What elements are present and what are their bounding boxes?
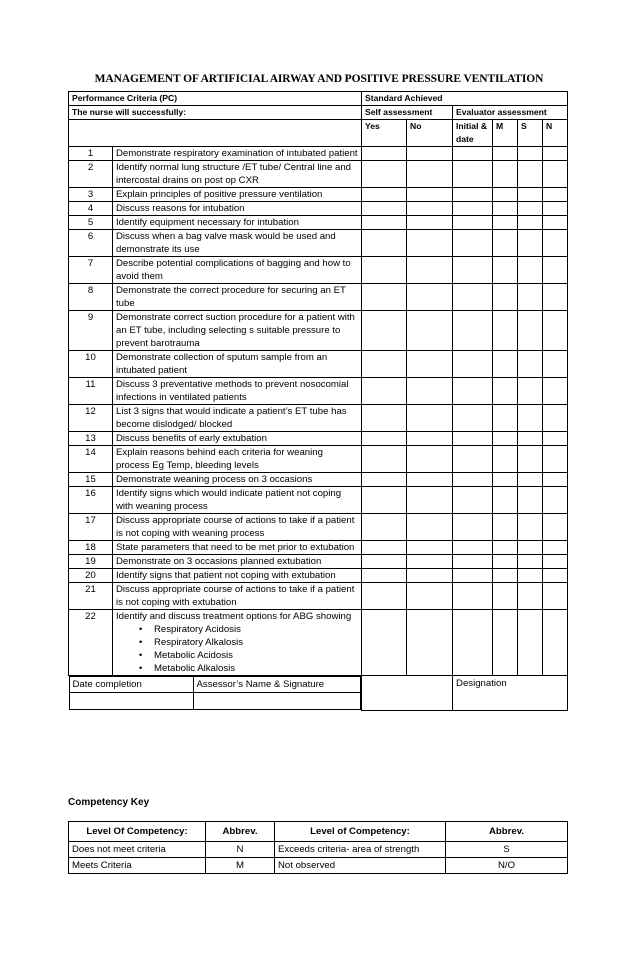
criteria-text: Discuss 3 preventative methods to prevent nosocomial infections in ventilated patients: [116, 379, 349, 403]
criteria-number: 20: [69, 569, 113, 583]
no-cell[interactable]: [407, 202, 453, 216]
criteria-number: 15: [69, 473, 113, 487]
criteria-text-cell: [113, 541, 362, 555]
no-cell[interactable]: [407, 311, 453, 351]
criteria-text-cell: [113, 569, 362, 583]
criteria-text-cell: [113, 446, 362, 473]
criteria-text-cell: [113, 583, 362, 610]
criteria-number: 16: [69, 487, 113, 514]
no-cell[interactable]: [407, 555, 453, 569]
criteria-text-cell: [113, 257, 362, 284]
n-cell[interactable]: [543, 216, 568, 230]
no-cell[interactable]: [407, 351, 453, 378]
yes-cell[interactable]: [362, 161, 407, 188]
m-cell[interactable]: [493, 378, 518, 405]
criteria-text-cell: [113, 351, 362, 378]
yes-cell[interactable]: [362, 378, 407, 405]
criteria-text: State parameters that need to be met prior to extubation: [116, 542, 355, 553]
criteria-row: [69, 446, 568, 473]
n-cell[interactable]: [543, 555, 568, 569]
initial-date-cell[interactable]: [453, 541, 493, 555]
criteria-text-cell: [113, 610, 362, 676]
s-cell[interactable]: [518, 311, 543, 351]
criteria-number: 18: [69, 541, 113, 555]
criteria-text-cell: [113, 311, 362, 351]
yes-cell[interactable]: [362, 202, 407, 216]
no-cell[interactable]: [407, 230, 453, 257]
yes-cell[interactable]: [362, 351, 407, 378]
yes-cell[interactable]: [362, 284, 407, 311]
criteria-text: Demonstrate the correct procedure for securing an ET tube: [116, 285, 346, 309]
m-cell[interactable]: [493, 432, 518, 446]
n-cell[interactable]: [543, 311, 568, 351]
criteria-text: Discuss appropriate course of actions to take if a patient is not coping with extubation: [116, 584, 355, 608]
initial-date-cell[interactable]: [453, 555, 493, 569]
criteria-text: Discuss when a bag valve mask would be used and demonstrate its use: [116, 231, 336, 255]
date-completion-field[interactable]: [69, 693, 193, 710]
yes-cell[interactable]: [362, 257, 407, 284]
criteria-number: 17: [69, 514, 113, 541]
n-cell[interactable]: [543, 161, 568, 188]
s-cell[interactable]: [518, 378, 543, 405]
s-cell[interactable]: [518, 230, 543, 257]
criteria-text: Demonstrate correct suction procedure for a patient with an ET tube, including selecting s suitable pressure to prevent barotrauma: [116, 312, 355, 349]
criteria-number: 3: [69, 188, 113, 202]
criteria-row: [69, 541, 568, 555]
s-cell[interactable]: [518, 583, 543, 610]
assessor-label: Assessor’s Name & Signature: [193, 677, 361, 693]
criteria-text: Identify equipment necessary for intubation: [116, 217, 299, 228]
initial-date-cell[interactable]: [453, 610, 493, 676]
criteria-text: Demonstrate weaning process on 3 occasions: [116, 474, 313, 485]
criteria-text: Discuss benefits of early extubation: [116, 433, 267, 444]
initial-date-cell[interactable]: [453, 216, 493, 230]
key-header: Abbrev.: [206, 822, 275, 842]
s-cell[interactable]: [518, 432, 543, 446]
n-cell[interactable]: [543, 583, 568, 610]
s-cell[interactable]: [518, 216, 543, 230]
m-cell[interactable]: [493, 284, 518, 311]
n-cell[interactable]: [543, 147, 568, 161]
m-cell[interactable]: [493, 487, 518, 514]
initial-date-cell[interactable]: [453, 583, 493, 610]
m-cell[interactable]: [493, 514, 518, 541]
yes-cell[interactable]: [362, 583, 407, 610]
s-cell[interactable]: [518, 284, 543, 311]
no-cell[interactable]: [407, 569, 453, 583]
no-cell[interactable]: [407, 446, 453, 473]
m-cell[interactable]: [493, 202, 518, 216]
m-cell[interactable]: [493, 446, 518, 473]
criteria-text: Identify normal lung structure /ET tube/ Central line and intercostal drains on post op CXR: [116, 162, 351, 186]
m-cell[interactable]: [493, 610, 518, 676]
s-cell[interactable]: [518, 473, 543, 487]
s-cell[interactable]: [518, 405, 543, 432]
key-cell: N: [206, 842, 275, 858]
initial-date-cell[interactable]: [453, 161, 493, 188]
abg-bullet-item: • Respiratory Alkalosis: [154, 636, 358, 649]
footer-blank: [362, 676, 453, 711]
m-header: M: [493, 120, 518, 147]
criteria-text: Identify signs that patient not coping with extubation: [116, 570, 336, 581]
s-cell[interactable]: [518, 446, 543, 473]
no-cell[interactable]: [407, 284, 453, 311]
no-cell[interactable]: [407, 432, 453, 446]
abg-bullet-item: • Respiratory Acidosis: [154, 623, 358, 636]
competency-key-title: Competency Key: [68, 797, 150, 808]
s-cell[interactable]: [518, 487, 543, 514]
yes-cell[interactable]: [362, 432, 407, 446]
nurse-will-header: The nurse will successfully:: [69, 106, 362, 120]
no-cell[interactable]: [407, 610, 453, 676]
criteria-number: 19: [69, 555, 113, 569]
no-cell[interactable]: [407, 541, 453, 555]
criteria-row: [69, 610, 568, 676]
yes-cell[interactable]: [362, 473, 407, 487]
s-cell[interactable]: [518, 514, 543, 541]
initial-date-cell[interactable]: [453, 432, 493, 446]
key-cell: N/O: [446, 858, 568, 874]
key-header: Level of Competency:: [275, 822, 446, 842]
blank-header-cell: [69, 120, 362, 147]
criteria-text-cell: [113, 147, 362, 161]
abg-bullet-list: [116, 623, 358, 675]
criteria-text-cell: [113, 473, 362, 487]
n-cell[interactable]: [543, 446, 568, 473]
initial-date-cell[interactable]: [453, 257, 493, 284]
designation-label: Designation: [453, 676, 568, 711]
evaluator-assessment-header: Evaluator assessment: [453, 106, 568, 120]
no-cell[interactable]: [407, 487, 453, 514]
criteria-number: 12: [69, 405, 113, 432]
yes-cell[interactable]: [362, 188, 407, 202]
criteria-row: [69, 569, 568, 583]
criteria-text-cell: [113, 487, 362, 514]
standard-achieved-header: Standard Achieved: [362, 92, 568, 106]
criteria-text-cell: [113, 161, 362, 188]
no-cell[interactable]: [407, 473, 453, 487]
criteria-row: [69, 216, 568, 230]
criteria-text: Demonstrate collection of sputum sample from an intubated patient: [116, 352, 328, 376]
criteria-row: [69, 188, 568, 202]
m-cell[interactable]: [493, 541, 518, 555]
criteria-number: 2: [69, 161, 113, 188]
criteria-number: 7: [69, 257, 113, 284]
m-cell[interactable]: [493, 188, 518, 202]
n-cell[interactable]: [543, 378, 568, 405]
key-cell: Not observed: [275, 858, 446, 874]
yes-cell[interactable]: [362, 569, 407, 583]
key-cell: Exceeds criteria- area of strength: [275, 842, 446, 858]
criteria-text: List 3 signs that would indicate a patient’s ET tube has become dislodged/ blocked: [116, 406, 347, 430]
s-cell[interactable]: [518, 161, 543, 188]
n-cell[interactable]: [543, 541, 568, 555]
no-cell[interactable]: [407, 161, 453, 188]
criteria-row: [69, 161, 568, 188]
criteria-text: Demonstrate respiratory examination of intubated patient: [116, 148, 358, 159]
yes-cell[interactable]: [362, 555, 407, 569]
criteria-number: 4: [69, 202, 113, 216]
s-cell[interactable]: [518, 541, 543, 555]
no-cell[interactable]: [407, 514, 453, 541]
key-cell: S: [446, 842, 568, 858]
s-cell[interactable]: [518, 351, 543, 378]
initial-date-cell[interactable]: [453, 284, 493, 311]
yes-cell[interactable]: [362, 147, 407, 161]
initial-date-cell[interactable]: [453, 514, 493, 541]
criteria-row: [69, 202, 568, 216]
s-cell[interactable]: [518, 569, 543, 583]
initial-date-cell[interactable]: [453, 378, 493, 405]
s-cell[interactable]: [518, 202, 543, 216]
m-cell[interactable]: [493, 555, 518, 569]
criteria-text: Explain reasons behind each criteria for weaning process Eg Temp, bleeding levels: [116, 447, 323, 471]
criteria-text-cell: [113, 378, 362, 405]
criteria-number: 9: [69, 311, 113, 351]
n-cell[interactable]: [543, 188, 568, 202]
m-cell[interactable]: [493, 569, 518, 583]
n-cell[interactable]: [543, 514, 568, 541]
m-cell[interactable]: [493, 405, 518, 432]
n-cell[interactable]: [543, 257, 568, 284]
assessor-field[interactable]: [193, 693, 361, 710]
no-cell[interactable]: [407, 583, 453, 610]
yes-cell[interactable]: [362, 311, 407, 351]
initial-date-cell[interactable]: [453, 202, 493, 216]
criteria-number: 8: [69, 284, 113, 311]
n-cell[interactable]: [543, 487, 568, 514]
key-header: Abbrev.: [446, 822, 568, 842]
yes-cell[interactable]: [362, 541, 407, 555]
yes-cell[interactable]: [362, 514, 407, 541]
criteria-row: [69, 378, 568, 405]
initial-date-cell[interactable]: [453, 147, 493, 161]
initial-date-cell[interactable]: [453, 311, 493, 351]
page-title: MANAGEMENT OF ARTIFICIAL AIRWAY AND POSITIVE PRESSURE VENTILATION: [94, 73, 544, 85]
criteria-number: 21: [69, 583, 113, 610]
key-cell: M: [206, 858, 275, 874]
m-cell[interactable]: [493, 257, 518, 284]
criteria-number: 13: [69, 432, 113, 446]
s-cell[interactable]: [518, 555, 543, 569]
m-cell[interactable]: [493, 583, 518, 610]
criteria-row: [69, 351, 568, 378]
criteria-number: 11: [69, 378, 113, 405]
criteria-row: [69, 405, 568, 432]
key-cell: Does not meet criteria: [69, 842, 206, 858]
initial-date-cell[interactable]: [453, 487, 493, 514]
criteria-row: [69, 147, 568, 161]
s-cell[interactable]: [518, 257, 543, 284]
key-header: Level Of Competency:: [69, 822, 206, 842]
no-cell[interactable]: [407, 405, 453, 432]
criteria-table: [68, 91, 568, 711]
n-cell[interactable]: [543, 610, 568, 676]
n-cell[interactable]: [543, 432, 568, 446]
yes-cell[interactable]: [362, 446, 407, 473]
criteria-number: 5: [69, 216, 113, 230]
criteria-number: 22: [69, 610, 113, 676]
n-cell[interactable]: [543, 351, 568, 378]
criteria-text: Describe potential complications of bagging and how to avoid them: [116, 258, 351, 282]
criteria-row: [69, 311, 568, 351]
m-cell[interactable]: [493, 216, 518, 230]
criteria-row: [69, 473, 568, 487]
criteria-text-cell: [113, 202, 362, 216]
criteria-row: [69, 284, 568, 311]
yes-cell[interactable]: [362, 405, 407, 432]
criteria-row: [69, 514, 568, 541]
n-cell[interactable]: [543, 569, 568, 583]
criteria-row: [69, 257, 568, 284]
initial-date-cell[interactable]: [453, 473, 493, 487]
yes-cell[interactable]: [362, 230, 407, 257]
yes-header: Yes: [362, 120, 407, 147]
abg-bullet-item: • Metabolic Acidosis: [154, 649, 358, 662]
criteria-text: Discuss appropriate course of actions to take if a patient is not coping with weaning process: [116, 515, 355, 539]
abg-bullet-item: • Metabolic Alkalosis: [154, 662, 358, 675]
n-cell[interactable]: [543, 405, 568, 432]
criteria-number: 14: [69, 446, 113, 473]
criteria-text-cell: [113, 555, 362, 569]
s-cell[interactable]: [518, 147, 543, 161]
initial-date-cell[interactable]: [453, 405, 493, 432]
criteria-text-cell: [113, 405, 362, 432]
criteria-text: Identify signs which would indicate patient not coping with weaning process: [116, 488, 342, 512]
no-cell[interactable]: [407, 216, 453, 230]
s-header: S: [518, 120, 543, 147]
self-assessment-header: Self assessment: [362, 106, 453, 120]
criteria-text: Demonstrate on 3 occasions planned extubation: [116, 556, 322, 567]
criteria-text-cell: [113, 514, 362, 541]
criteria-text: Explain principles of positive pressure ventilation: [116, 189, 323, 200]
m-cell[interactable]: [493, 230, 518, 257]
n-cell[interactable]: [543, 284, 568, 311]
m-cell[interactable]: [493, 161, 518, 188]
no-cell[interactable]: [407, 257, 453, 284]
yes-cell[interactable]: [362, 487, 407, 514]
no-header: No: [407, 120, 453, 147]
initial-date-cell[interactable]: [453, 230, 493, 257]
criteria-text: Discuss reasons for intubation: [116, 203, 245, 214]
key-cell: Meets Criteria: [69, 858, 206, 874]
m-cell[interactable]: [493, 147, 518, 161]
n-cell[interactable]: [543, 202, 568, 216]
performance-criteria-header: Performance Criteria (PC): [69, 92, 362, 106]
initial-date-cell[interactable]: [453, 351, 493, 378]
criteria-text-cell: [113, 188, 362, 202]
m-cell[interactable]: [493, 473, 518, 487]
n-header: N: [543, 120, 568, 147]
n-cell[interactable]: [543, 473, 568, 487]
criteria-number: 1: [69, 147, 113, 161]
no-cell[interactable]: [407, 147, 453, 161]
initial-date-cell[interactable]: [453, 188, 493, 202]
criteria-text-cell: [113, 216, 362, 230]
m-cell[interactable]: [493, 351, 518, 378]
no-cell[interactable]: [407, 378, 453, 405]
no-cell[interactable]: [407, 188, 453, 202]
yes-cell[interactable]: [362, 610, 407, 676]
criteria-text: Identify and discuss treatment options for ABG showing: [116, 611, 352, 622]
date-completion-label: Date completion: [69, 677, 193, 693]
criteria-text-cell: [113, 432, 362, 446]
initial-date-cell[interactable]: [453, 569, 493, 583]
s-cell[interactable]: [518, 188, 543, 202]
criteria-row: [69, 432, 568, 446]
competency-key-table: [68, 821, 568, 874]
criteria-text-cell: [113, 284, 362, 311]
criteria-row: [69, 555, 568, 569]
initial-date-cell[interactable]: [453, 446, 493, 473]
n-cell[interactable]: [543, 230, 568, 257]
s-cell[interactable]: [518, 610, 543, 676]
criteria-text-cell: [113, 230, 362, 257]
criteria-row: [69, 583, 568, 610]
criteria-row: [69, 487, 568, 514]
yes-cell[interactable]: [362, 216, 407, 230]
criteria-number: 6: [69, 230, 113, 257]
m-cell[interactable]: [493, 311, 518, 351]
criteria-number: 10: [69, 351, 113, 378]
criteria-row: [69, 230, 568, 257]
initial-date-header: Initial & date: [453, 120, 493, 147]
